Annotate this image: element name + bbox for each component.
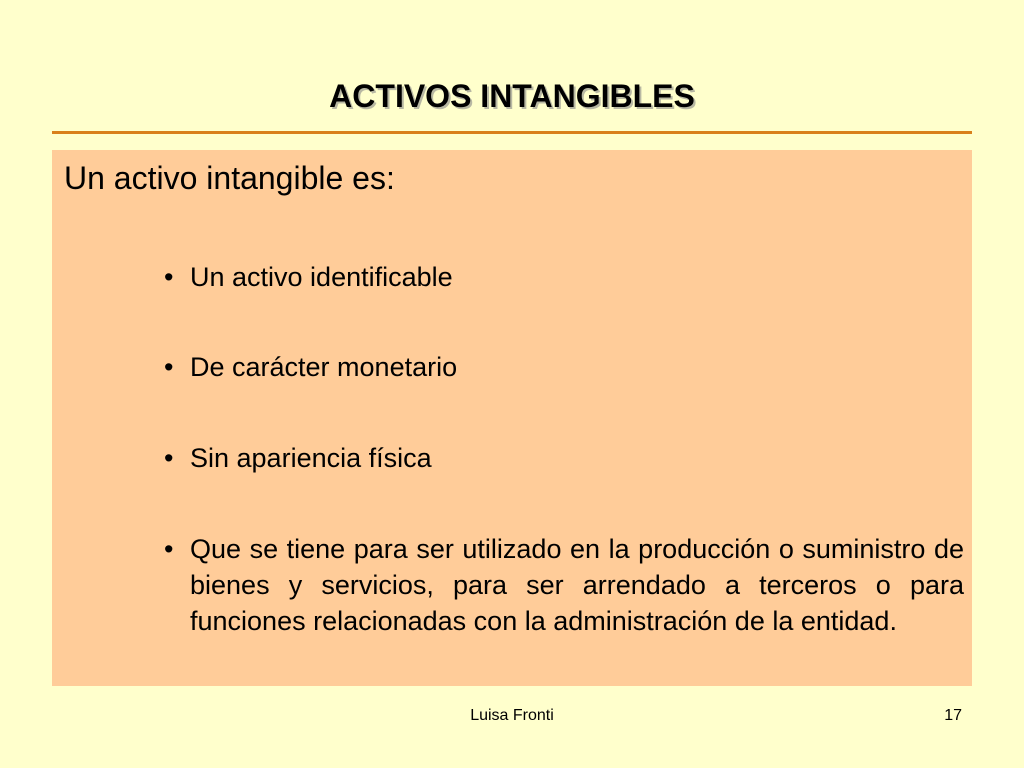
bullet-item (164, 440, 964, 476)
bullet-text: Un activo identificable (190, 262, 453, 292)
page-number: 17 (944, 707, 962, 724)
bullet-text: Sin apariencia física (190, 443, 432, 473)
slide-title: ACTIVOS INTANGIBLES (329, 78, 695, 114)
content-box (52, 150, 972, 686)
bullet-icon: • (164, 352, 174, 382)
footer-author: Luisa Fronti (470, 707, 554, 724)
bullet-text: De carácter monetario (190, 352, 458, 382)
bullet-text: Que se tiene para ser utilizado en la producción o suministro de bienes y servicios, para ser arrendado a terceros o para funciones relacionadas con la administración de la entidad. (190, 534, 964, 636)
bullet-item (164, 531, 964, 639)
intro-text: Un activo intangible es: (64, 160, 395, 196)
bullet-item (164, 259, 964, 295)
title-divider (52, 131, 972, 134)
bullet-icon: • (164, 262, 174, 292)
bullet-icon: • (164, 443, 174, 473)
bullet-icon: • (164, 534, 174, 564)
bullet-item (164, 349, 964, 385)
